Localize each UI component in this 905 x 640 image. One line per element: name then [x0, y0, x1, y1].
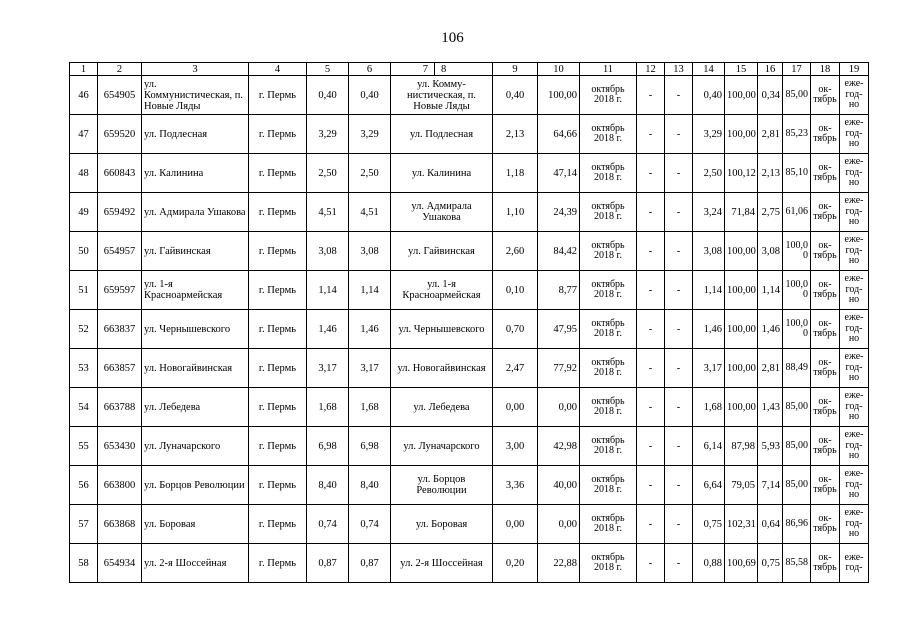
cell-c9: 0,20	[493, 544, 538, 583]
cell-c11: октябрь 2018 г.	[580, 349, 637, 388]
cell-c19: еже-год-но	[840, 466, 869, 505]
header-row	[70, 63, 869, 76]
cell-c10: 8,77	[538, 271, 580, 310]
cell-c12: -	[637, 271, 665, 310]
cell-n: 57	[70, 505, 98, 544]
cell-c19: еже-год-но	[840, 310, 869, 349]
cell-code: 663788	[98, 388, 142, 427]
cell-c17: 85,00	[783, 76, 811, 115]
cell-c15: 100,00	[725, 76, 758, 115]
column-header: 18	[811, 63, 840, 76]
cell-code: 659520	[98, 115, 142, 154]
cell-c10: 0,00	[538, 388, 580, 427]
cell-c17: 100,0 0	[783, 271, 811, 310]
cell-street: ул. Лебедева	[142, 388, 249, 427]
cell-c16: 1,14	[758, 271, 783, 310]
cell-c14: 0,40	[693, 76, 725, 115]
data-table	[69, 62, 869, 583]
cell-c18: ок-тябрь	[811, 466, 840, 505]
cell-c13: -	[665, 427, 693, 466]
cell-c17: 61,06	[783, 193, 811, 232]
cell-c17: 85,00	[783, 427, 811, 466]
table-row	[70, 466, 869, 505]
cell-c16: 2,81	[758, 349, 783, 388]
column-header: 8	[435, 63, 493, 76]
column-header: 12	[637, 63, 665, 76]
cell-c6: 8,40	[349, 466, 391, 505]
column-header: 16	[758, 63, 783, 76]
table-row	[70, 544, 869, 583]
cell-c18: ок-тябрь	[811, 76, 840, 115]
cell-c78: ул. Лебедева	[391, 388, 493, 427]
column-header: 4	[249, 63, 307, 76]
cell-c5: 8,40	[307, 466, 349, 505]
column-header: 10	[538, 63, 580, 76]
column-header: 5	[307, 63, 349, 76]
cell-code: 659492	[98, 193, 142, 232]
cell-c17: 85,23	[783, 115, 811, 154]
cell-city: г. Пермь	[249, 271, 307, 310]
cell-c16: 1,46	[758, 310, 783, 349]
cell-n: 51	[70, 271, 98, 310]
cell-c5: 1,46	[307, 310, 349, 349]
cell-street: ул. Борцов Революции	[142, 466, 249, 505]
column-header: 7	[391, 63, 435, 76]
cell-c17: 85,00	[783, 466, 811, 505]
cell-c78: ул. Подлесная	[391, 115, 493, 154]
cell-code: 663800	[98, 466, 142, 505]
column-header: 2	[98, 63, 142, 76]
cell-c18: ок-тябрь	[811, 310, 840, 349]
cell-street: ул. Луначарского	[142, 427, 249, 466]
cell-c10: 84,42	[538, 232, 580, 271]
cell-c19: еже-год-	[840, 544, 869, 583]
cell-street: ул. 1-я Красноармейская	[142, 271, 249, 310]
cell-c6: 0,87	[349, 544, 391, 583]
cell-c9: 0,00	[493, 388, 538, 427]
cell-c5: 0,40	[307, 76, 349, 115]
cell-c19: еже-год-но	[840, 271, 869, 310]
cell-c10: 40,00	[538, 466, 580, 505]
cell-c78: ул. Комму-нистическая, п. Новые Ляды	[391, 76, 493, 115]
cell-c18: ок-тябрь	[811, 544, 840, 583]
cell-c13: -	[665, 388, 693, 427]
cell-c78: ул. 1-я Красноармейская	[391, 271, 493, 310]
cell-c5: 3,29	[307, 115, 349, 154]
cell-c18: ок-тябрь	[811, 232, 840, 271]
table-row	[70, 193, 869, 232]
column-header: 19	[840, 63, 869, 76]
cell-c12: -	[637, 505, 665, 544]
cell-c18: ок-тябрь	[811, 154, 840, 193]
cell-c17: 100,0 0	[783, 232, 811, 271]
table-row	[70, 505, 869, 544]
cell-c19: еже-год-но	[840, 76, 869, 115]
cell-city: г. Пермь	[249, 310, 307, 349]
column-header: 1	[70, 63, 98, 76]
cell-c19: еже-год-но	[840, 193, 869, 232]
cell-c18: ок-тябрь	[811, 505, 840, 544]
cell-code: 653430	[98, 427, 142, 466]
cell-c9: 0,70	[493, 310, 538, 349]
table-row	[70, 232, 869, 271]
cell-c12: -	[637, 115, 665, 154]
cell-street: ул. Калинина	[142, 154, 249, 193]
cell-c6: 0,74	[349, 505, 391, 544]
cell-c15: 71,84	[725, 193, 758, 232]
cell-c19: еже-год-но	[840, 427, 869, 466]
cell-c6: 0,40	[349, 76, 391, 115]
cell-c17: 85,58	[783, 544, 811, 583]
cell-c13: -	[665, 544, 693, 583]
cell-c5: 1,68	[307, 388, 349, 427]
cell-c9: 0,10	[493, 271, 538, 310]
cell-c14: 3,29	[693, 115, 725, 154]
cell-code: 663868	[98, 505, 142, 544]
cell-c15: 100,00	[725, 232, 758, 271]
cell-c78: ул. Калинина	[391, 154, 493, 193]
cell-c11: октябрь 2018 г.	[580, 388, 637, 427]
cell-c11: октябрь 2018 г.	[580, 427, 637, 466]
cell-c13: -	[665, 466, 693, 505]
cell-c16: 3,08	[758, 232, 783, 271]
cell-c11: октябрь 2018 г.	[580, 310, 637, 349]
cell-c5: 4,51	[307, 193, 349, 232]
table-row	[70, 427, 869, 466]
cell-c9: 3,00	[493, 427, 538, 466]
cell-n: 53	[70, 349, 98, 388]
cell-c15: 100,00	[725, 388, 758, 427]
cell-c14: 1,68	[693, 388, 725, 427]
cell-c12: -	[637, 310, 665, 349]
cell-c5: 3,08	[307, 232, 349, 271]
cell-c78: ул. Борцов Революции	[391, 466, 493, 505]
column-header: 11	[580, 63, 637, 76]
cell-c13: -	[665, 76, 693, 115]
cell-code: 663857	[98, 349, 142, 388]
cell-c14: 2,50	[693, 154, 725, 193]
cell-c6: 1,68	[349, 388, 391, 427]
cell-city: г. Пермь	[249, 349, 307, 388]
cell-c16: 0,34	[758, 76, 783, 115]
column-header: 13	[665, 63, 693, 76]
cell-c9: 2,13	[493, 115, 538, 154]
cell-code: 654957	[98, 232, 142, 271]
cell-city: г. Пермь	[249, 154, 307, 193]
cell-c15: 100,00	[725, 349, 758, 388]
cell-c9: 0,00	[493, 505, 538, 544]
cell-c19: еже-год-но	[840, 115, 869, 154]
cell-c18: ок-тябрь	[811, 193, 840, 232]
cell-c15: 100,00	[725, 271, 758, 310]
cell-c17: 88,49	[783, 349, 811, 388]
cell-c15: 100,00	[725, 115, 758, 154]
cell-c78: ул. Боровая	[391, 505, 493, 544]
cell-c9: 0,40	[493, 76, 538, 115]
cell-c6: 3,17	[349, 349, 391, 388]
cell-c14: 0,75	[693, 505, 725, 544]
cell-c14: 6,64	[693, 466, 725, 505]
cell-c12: -	[637, 466, 665, 505]
cell-c14: 3,17	[693, 349, 725, 388]
cell-c14: 6,14	[693, 427, 725, 466]
cell-c6: 1,14	[349, 271, 391, 310]
cell-c16: 2,81	[758, 115, 783, 154]
table-row	[70, 349, 869, 388]
cell-c10: 22,88	[538, 544, 580, 583]
cell-c15: 102,31	[725, 505, 758, 544]
cell-c19: еже-год-но	[840, 232, 869, 271]
cell-c11: октябрь 2018 г.	[580, 115, 637, 154]
cell-code: 659597	[98, 271, 142, 310]
table-row	[70, 310, 869, 349]
cell-c6: 4,51	[349, 193, 391, 232]
cell-n: 46	[70, 76, 98, 115]
cell-n: 52	[70, 310, 98, 349]
cell-c5: 0,74	[307, 505, 349, 544]
cell-c16: 0,64	[758, 505, 783, 544]
cell-street: ул. 2-я Шоссейная	[142, 544, 249, 583]
cell-code: 654905	[98, 76, 142, 115]
cell-c6: 6,98	[349, 427, 391, 466]
cell-c11: октябрь 2018 г.	[580, 271, 637, 310]
cell-c12: -	[637, 232, 665, 271]
cell-c16: 2,75	[758, 193, 783, 232]
cell-c10: 47,14	[538, 154, 580, 193]
cell-c10: 77,92	[538, 349, 580, 388]
cell-c13: -	[665, 193, 693, 232]
cell-n: 55	[70, 427, 98, 466]
cell-c14: 3,24	[693, 193, 725, 232]
cell-n: 50	[70, 232, 98, 271]
cell-c78: ул. 2-я Шоссейная	[391, 544, 493, 583]
cell-c6: 3,08	[349, 232, 391, 271]
cell-c78: ул. Адмирала Ушакова	[391, 193, 493, 232]
cell-c11: октябрь 2018 г.	[580, 544, 637, 583]
cell-n: 56	[70, 466, 98, 505]
table-row	[70, 76, 869, 115]
cell-c6: 2,50	[349, 154, 391, 193]
cell-c12: -	[637, 388, 665, 427]
cell-c78: ул. Гайвинская	[391, 232, 493, 271]
cell-c10: 64,66	[538, 115, 580, 154]
table-row	[70, 388, 869, 427]
cell-c17: 100,0 0	[783, 310, 811, 349]
cell-c5: 1,14	[307, 271, 349, 310]
cell-street: ул. Подлесная	[142, 115, 249, 154]
cell-c13: -	[665, 310, 693, 349]
cell-c18: ок-тябрь	[811, 115, 840, 154]
table-row	[70, 115, 869, 154]
cell-c11: октябрь 2018 г.	[580, 76, 637, 115]
cell-c17: 85,00	[783, 388, 811, 427]
cell-c5: 3,17	[307, 349, 349, 388]
cell-c5: 2,50	[307, 154, 349, 193]
cell-street: ул. Гайвинская	[142, 232, 249, 271]
column-header: 6	[349, 63, 391, 76]
cell-c16: 2,13	[758, 154, 783, 193]
cell-c9: 1,18	[493, 154, 538, 193]
cell-city: г. Пермь	[249, 544, 307, 583]
page-number: 106	[441, 30, 464, 46]
cell-street: ул. Новогайвинская	[142, 349, 249, 388]
cell-c12: -	[637, 544, 665, 583]
cell-c13: -	[665, 271, 693, 310]
cell-city: г. Пермь	[249, 232, 307, 271]
cell-city: г. Пермь	[249, 466, 307, 505]
cell-c78: ул. Новогайвинская	[391, 349, 493, 388]
cell-c13: -	[665, 154, 693, 193]
cell-c18: ок-тябрь	[811, 349, 840, 388]
cell-c13: -	[665, 232, 693, 271]
column-header: 17	[783, 63, 811, 76]
cell-c12: -	[637, 154, 665, 193]
cell-c10: 100,00	[538, 76, 580, 115]
cell-c18: ок-тябрь	[811, 427, 840, 466]
cell-c5: 0,87	[307, 544, 349, 583]
cell-c5: 6,98	[307, 427, 349, 466]
cell-c10: 47,95	[538, 310, 580, 349]
cell-c15: 100,69	[725, 544, 758, 583]
cell-c15: 87,98	[725, 427, 758, 466]
cell-c18: ок-тябрь	[811, 271, 840, 310]
cell-n: 58	[70, 544, 98, 583]
cell-n: 54	[70, 388, 98, 427]
cell-city: г. Пермь	[249, 505, 307, 544]
cell-street: ул. Адмирала Ушакова	[142, 193, 249, 232]
cell-street: ул. Чернышевского	[142, 310, 249, 349]
cell-n: 47	[70, 115, 98, 154]
cell-c10: 0,00	[538, 505, 580, 544]
cell-c19: еже-год-но	[840, 505, 869, 544]
cell-street: ул. Коммунистическая, п. Новые Ляды	[142, 76, 249, 115]
cell-c14: 0,88	[693, 544, 725, 583]
cell-c12: -	[637, 76, 665, 115]
cell-code: 654934	[98, 544, 142, 583]
cell-c19: еже-год-но	[840, 388, 869, 427]
cell-c10: 24,39	[538, 193, 580, 232]
column-header: 15	[725, 63, 758, 76]
cell-c11: октябрь 2018 г.	[580, 505, 637, 544]
cell-c14: 3,08	[693, 232, 725, 271]
cell-c16: 5,93	[758, 427, 783, 466]
cell-c9: 1,10	[493, 193, 538, 232]
column-header: 3	[142, 63, 249, 76]
cell-c18: ок-тябрь	[811, 388, 840, 427]
cell-city: г. Пермь	[249, 427, 307, 466]
cell-c11: октябрь 2018 г.	[580, 193, 637, 232]
cell-n: 48	[70, 154, 98, 193]
cell-street: ул. Боровая	[142, 505, 249, 544]
cell-c9: 3,36	[493, 466, 538, 505]
cell-c15: 100,00	[725, 310, 758, 349]
cell-c15: 100,12	[725, 154, 758, 193]
cell-c9: 2,47	[493, 349, 538, 388]
cell-c6: 1,46	[349, 310, 391, 349]
cell-c15: 79,05	[725, 466, 758, 505]
table-row	[70, 154, 869, 193]
cell-c14: 1,14	[693, 271, 725, 310]
cell-city: г. Пермь	[249, 193, 307, 232]
cell-c16: 0,75	[758, 544, 783, 583]
cell-c17: 86,96	[783, 505, 811, 544]
cell-c19: еже-год-но	[840, 349, 869, 388]
cell-c12: -	[637, 193, 665, 232]
cell-c9: 2,60	[493, 232, 538, 271]
cell-city: г. Пермь	[249, 388, 307, 427]
cell-city: г. Пермь	[249, 76, 307, 115]
cell-c11: октябрь 2018 г.	[580, 466, 637, 505]
cell-c13: -	[665, 349, 693, 388]
cell-c14: 1,46	[693, 310, 725, 349]
cell-c10: 42,98	[538, 427, 580, 466]
cell-code: 660843	[98, 154, 142, 193]
cell-n: 49	[70, 193, 98, 232]
cell-c78: ул. Луначарского	[391, 427, 493, 466]
cell-c16: 1,43	[758, 388, 783, 427]
cell-c16: 7,14	[758, 466, 783, 505]
column-header: 14	[693, 63, 725, 76]
cell-c19: еже-год-но	[840, 154, 869, 193]
cell-c11: октябрь 2018 г.	[580, 154, 637, 193]
cell-c12: -	[637, 349, 665, 388]
cell-city: г. Пермь	[249, 115, 307, 154]
cell-c12: -	[637, 427, 665, 466]
cell-code: 663837	[98, 310, 142, 349]
cell-c13: -	[665, 505, 693, 544]
cell-c6: 3,29	[349, 115, 391, 154]
cell-c17: 85,10	[783, 154, 811, 193]
column-header: 9	[493, 63, 538, 76]
cell-c13: -	[665, 115, 693, 154]
cell-c11: октябрь 2018 г.	[580, 232, 637, 271]
cell-c78: ул. Чернышевского	[391, 310, 493, 349]
table-row	[70, 271, 869, 310]
